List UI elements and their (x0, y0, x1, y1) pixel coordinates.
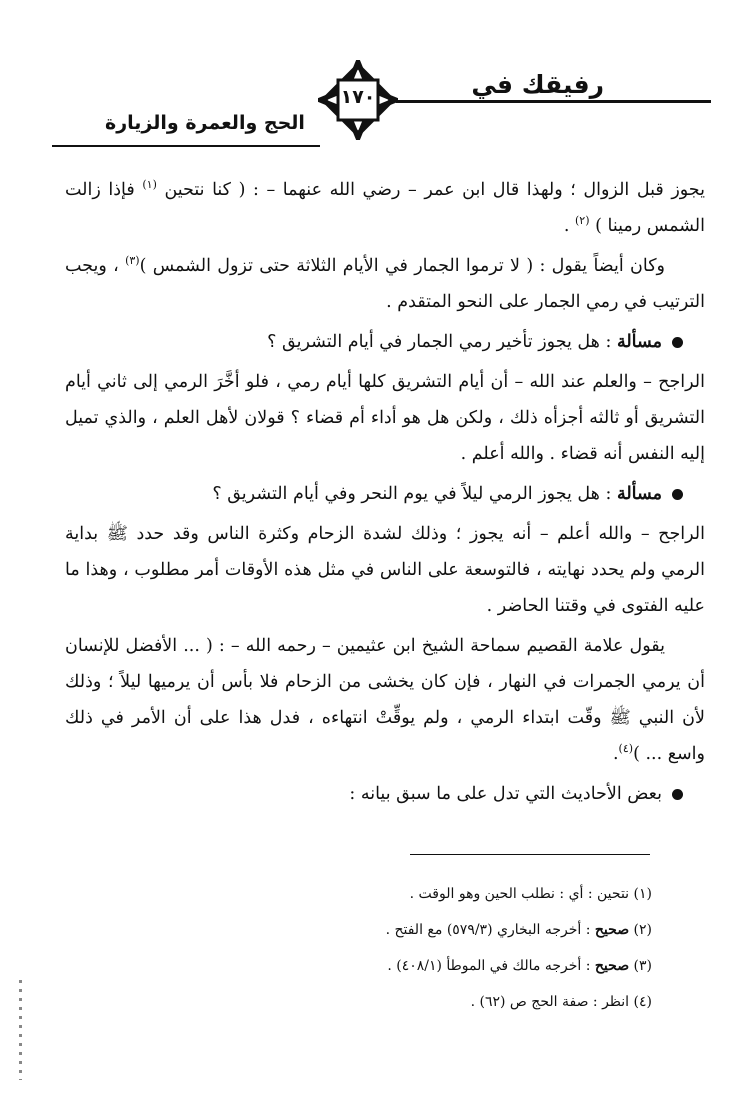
paragraph-4: الراجح – والله أعلم – أنه يجوز ؛ وذلك لشدة الزحام وكثرة الناس وقد حدد ﷺ بداية الرمي ولم يحدد نهايته ، فالتوسعة على الناس في مثل هذه الأوقات أمر مطلوب ، وهذا ما عليه الفتوى في وقتنا الحاضر . (65, 524, 705, 616)
paragraph-5-quote: يقول علامة القصيم سماحة الشيخ ابن عثيمين – رحمه الله – : ( ... الأفضل للإنسان أن يرمي الجمرات في النهار ، فإن كان يخشى من الزحام فلا بأس أن يرميها ليلاً ؛ وذلك لأن النبي ﷺ وقّت ابتداء الرمي ، ولم يوقِّتْ انتهاءه ، فدل هذا على أن الأمر في ذلك واسع ... )$^{(٤)}$. (65, 636, 705, 764)
paragraph-3: الراجح – والعلم عند الله – أن أيام التشريق كلها أيام رمي ، فلو أخَّرَ الرمي إلى ثاني أيام التشريق أو ثالثه أجزأه ذلك ، ولكن هل هو أداء أم قضاء ؟ قولان لأهل العلم ، والذي تميل إليه النفس أنه قضاء . والله أعلم . (65, 372, 705, 464)
footnotes (100, 876, 652, 1020)
page-body (65, 172, 705, 816)
bullet-icon (672, 337, 683, 348)
margin-scan-marks (19, 980, 22, 1080)
footnote-4: (٤) انظر : صفة الحج ص (٦٢) . (470, 994, 652, 1010)
bullet-icon (672, 489, 683, 500)
paragraph-2: وكان أيضاً يقول : ( لا ترموا الجمار في الأيام الثلاثة حتى تزول الشمس )$^{(٣)}$ ، ويجب الترتيب في رمي الجمار على النحو المتقدم . (65, 254, 705, 312)
page-header (0, 0, 752, 150)
page-number: ١٧٠ (340, 86, 376, 108)
header-rule-left (52, 145, 320, 147)
question-2: مسألة : هل يجوز الرمي ليلاً في يوم النحر وفي أيام التشريق ؟ (65, 476, 705, 512)
header-rule-right (396, 100, 711, 103)
footnote-1: (١) نتحين : أي : نطلب الحين وهو الوقت . (409, 886, 652, 902)
footnote-ref-1: (١) (142, 178, 157, 192)
footnote-ref-2: (٢) (575, 214, 590, 228)
footnote-separator (410, 854, 650, 855)
book-title-top: رفيقك في (471, 70, 604, 99)
footnote-ref-3: (٣) (125, 254, 140, 268)
question-1: مسألة : هل يجوز تأخير رمي الجمار في أيام التشريق ؟ (65, 324, 705, 360)
bullet-hadiths: بعض الأحاديث التي تدل على ما سبق بيانه : (65, 776, 705, 812)
footnote-ref-4: (٤) (618, 742, 634, 756)
footnote-2: (٢) صحيح : أخرجه البخاري (٥٧٩/٣) مع الفتح . (385, 922, 652, 938)
paragraph-1: يجوز قبل الزوال ؛ ولهذا قال ابن عمر – رضي الله عنهما – : ( كنا نتحين $^{(١)}$ فإذا زالت الشمس رمينا ) $^{(٢)}$ . (65, 178, 705, 236)
footnote-3: (٣) صحيح : أخرجه مالك في الموطأ (٤٠٨/١) . (387, 958, 652, 974)
book-title-bottom: الحج والعمرة والزيارة (105, 112, 305, 134)
bullet-icon (672, 789, 683, 800)
